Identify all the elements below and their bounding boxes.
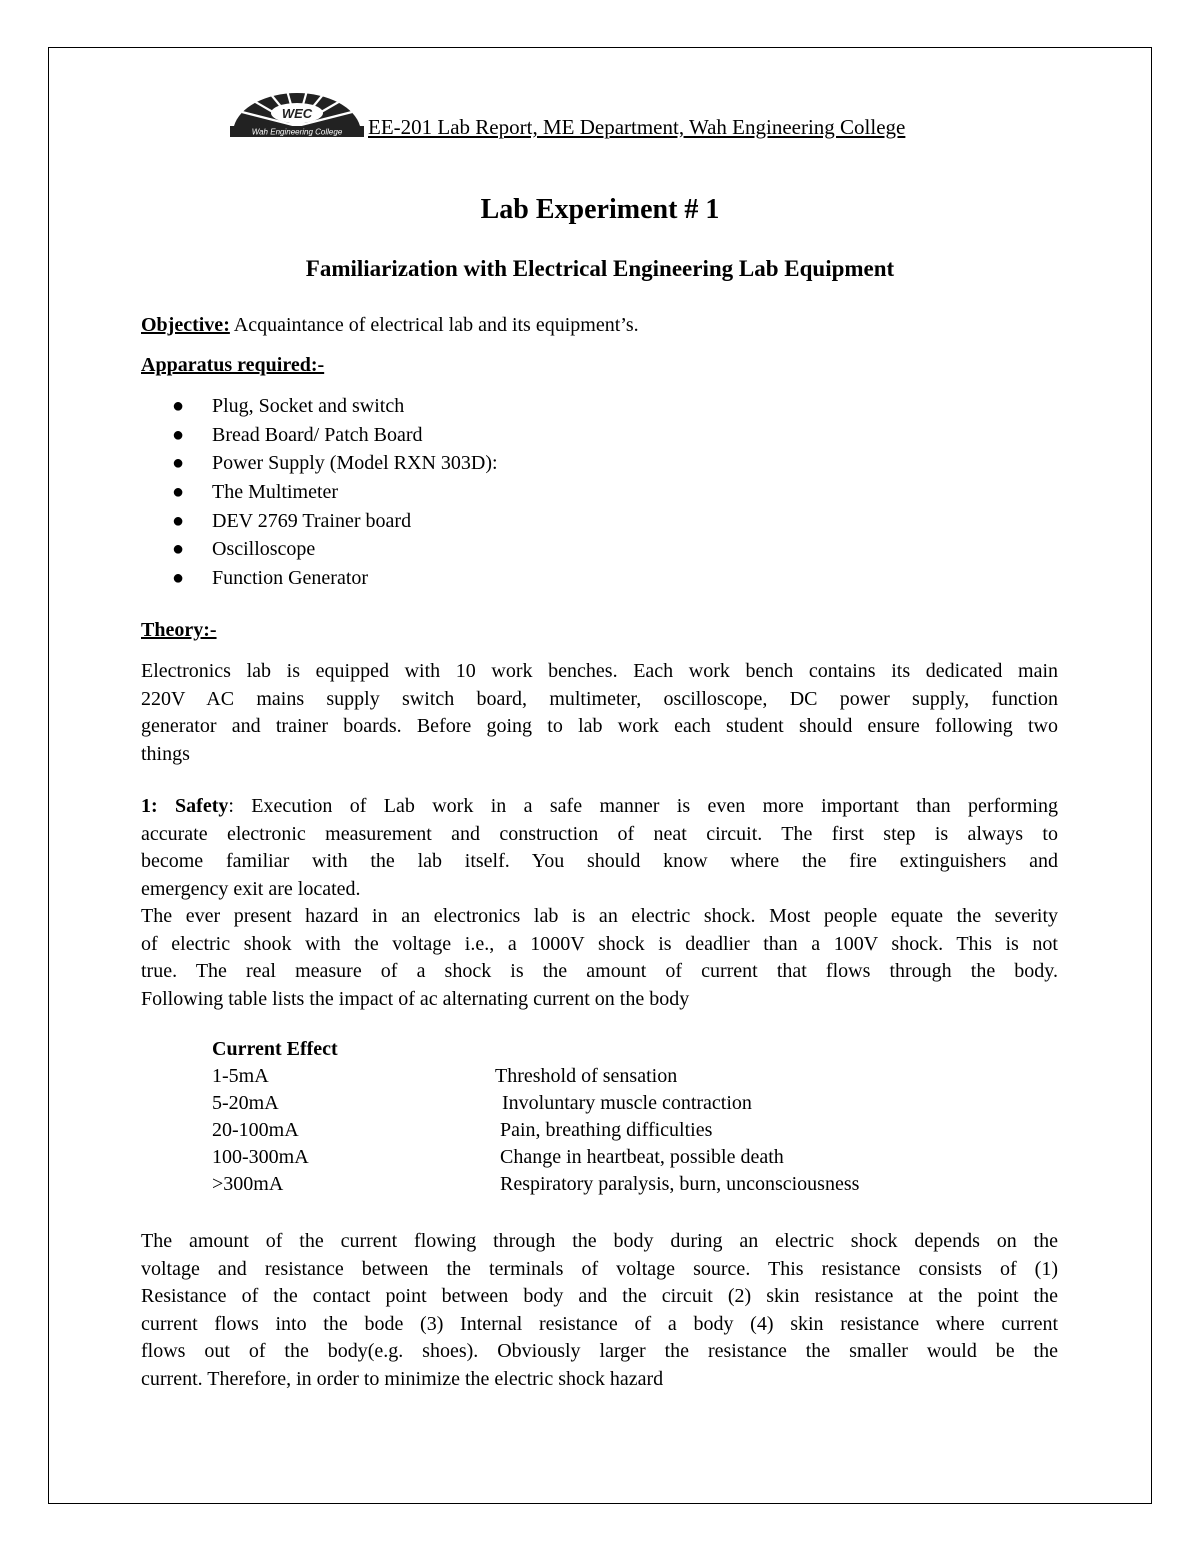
objective-line [141, 314, 639, 337]
page-header [228, 82, 988, 140]
logo-subtext: Wah Engineering College [251, 127, 343, 137]
theory-heading: Theory:- [141, 619, 217, 641]
safety-paragraph: 1: Safety: Execution of Lab work in a safe manner is even more important than performing accurate electronic measurement and construction of neat circuit. The first step is always to become familiar with the lab itself. You should know where the fire extinguishers and emergency exit are located. The ever present hazard in an electronics lab is an electric shock. Most people equate the severity of electric shook with the voltage i.e., a 1000V shock is deadlier than a 100V shock. This is not true. The real measure of a shock is the amount of current that flows through the body. Following table lists the impact of ac alternating current on the body [141, 795, 1058, 1010]
bullet-icon: ● [172, 567, 185, 590]
bullet-icon: ● [172, 395, 185, 417]
bullet-icon: ● [172, 509, 185, 532]
page-title: Lab Experiment # 1 [480, 194, 720, 225]
logo-text: WEC [281, 106, 313, 121]
closing-paragraph: The amount of the current flowing through the body during an electric shock depends on the voltage and resistance between the terminals of voltage source. This resistance consists of (1) Resistance of the contact point between body and the circuit (2) skin resistance at the point the current flows into the bode (3) Internal resistance of a body (4) skin resistance where current flows out of the body(e.g. shoes). Obviously larger the resistance the smaller would be the current. Therefore, in order to minimize the electric shock hazard [141, 1230, 1058, 1390]
objective-label: Objective: [141, 314, 230, 336]
bullet-icon: ● [172, 481, 185, 504]
objective-text: Acquaintance of electrical lab and its equipment’s. [229, 314, 639, 336]
bullet-icon: ● [172, 452, 185, 475]
safety-label: 1: Safety [141, 795, 229, 817]
theory-intro: Electronics lab is equipped with 10 work benches. Each work bench contains its dedicated main 220V AC mains supply switch board, multimeter, oscilloscope, DC power supply, function generator and trainer boards. Before going to lab work each student should ensure following two things [141, 660, 1058, 765]
bullet-icon: ● [172, 423, 185, 446]
course-line: EE-201 Lab Report, ME Department, Wah Engineering College [368, 115, 906, 139]
college-logo [228, 82, 366, 138]
bullet-icon: ● [172, 538, 185, 561]
page-subtitle: Familiarization with Electrical Engineering Lab Equipment [305, 256, 895, 281]
apparatus-heading: Apparatus required:- [141, 354, 325, 376]
